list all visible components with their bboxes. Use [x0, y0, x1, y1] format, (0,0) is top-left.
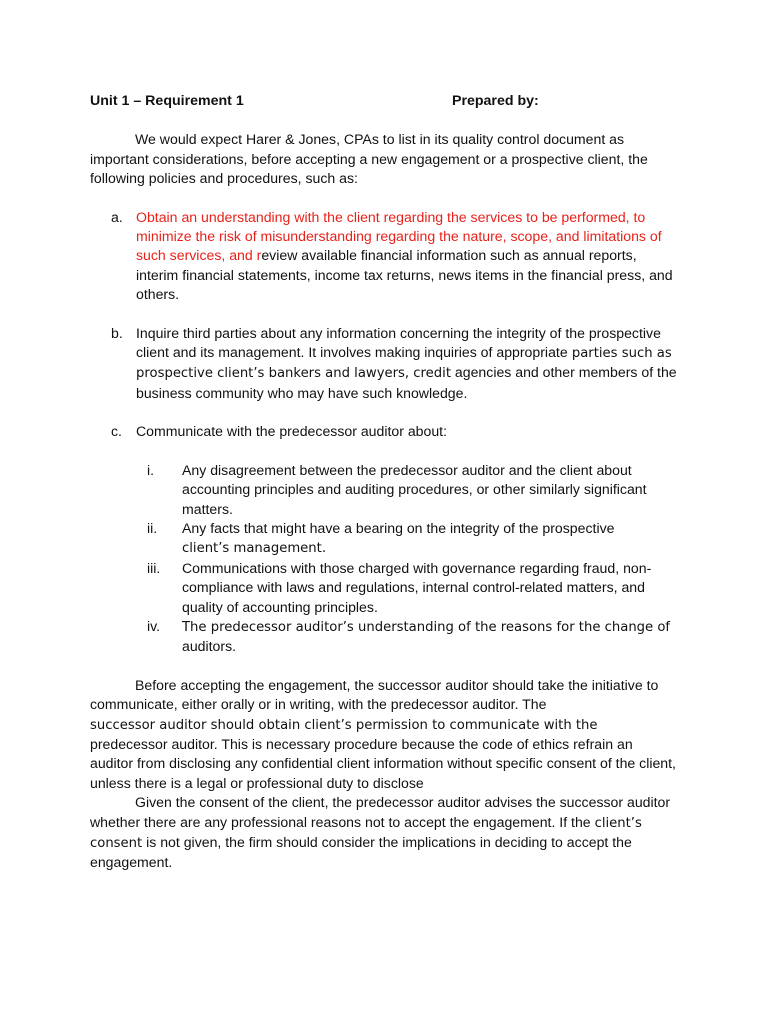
intro-paragraph: We would expect Harer & Jones, CPAs to list in its quality control document as important considerations, before accepting a new engagement or a prospective client, the following policies and procedures, such as:: [90, 131, 648, 187]
list-marker: i.: [147, 461, 155, 478]
closing-paragraph-1: [90, 676, 678, 793]
paragraph-text: predecessor auditor. This is necessary procedure because the code of ethics refrain an auditor from disclosing any confidential client information without specific consent of the client, unless there is a legal or professional duty to disclose: [90, 735, 676, 791]
list-item: [90, 422, 678, 656]
list-marker: b.: [111, 324, 123, 341]
list-item-text: [136, 324, 678, 404]
item-text: agencies and other members of the business community who may have such knowledge.: [136, 364, 677, 401]
item-text: The predecessor auditor’s understanding of the reasons for the change of: [182, 619, 671, 635]
paragraph-text: is not given, the firm should consider the implications in deciding to accept the engagement.: [90, 834, 632, 871]
list-item: [90, 324, 678, 404]
list-item-text: [136, 422, 678, 656]
sub-list-item: [136, 559, 678, 617]
paragraph-text: Before accepting the engagement, the successor auditor should take the initiative to communicate, either orally or in writing, with the predecessor auditor. The: [90, 676, 659, 713]
sub-list-item: [136, 519, 678, 559]
unit-title: Unit 1 – Requirement 1: [90, 93, 244, 109]
sub-list-item: [136, 461, 678, 519]
list-marker: iv.: [147, 617, 161, 634]
list-item-text: [136, 208, 678, 305]
document-header: [90, 92, 678, 111]
list-marker: a.: [111, 208, 123, 225]
paragraph-text: Given the consent of the client, the predecessor auditor advises the successor auditor whether there are any professional reasons not to accept the engagement. If the: [90, 794, 671, 830]
paragraph-text: successor auditor should obtain client’s permission to communicate with the: [90, 717, 598, 733]
sub-item-text: Communications with those charged with governance regarding fraud, non-compliance with laws and regulations, internal control-related matters, and quality of accounting principles.: [182, 559, 652, 615]
procedures-list: [90, 208, 678, 657]
list-marker: ii.: [147, 519, 158, 536]
sub-list: [136, 461, 678, 657]
prepared-by-label: Prepared by:: [452, 93, 539, 109]
item-text: Inquire third parties about any information concerning the integrity of the prospective client and its management. It involves making inquiries of appropriate: [136, 324, 661, 361]
list-marker: iii.: [147, 559, 161, 576]
paragraph-text: client’s consent: [90, 815, 642, 851]
list-item: [90, 208, 678, 305]
sub-item-text: [182, 519, 678, 559]
item-text: Communicate with the predecessor auditor about:: [136, 423, 448, 440]
sub-item-text: Any disagreement between the predecessor auditor and the client about accounting principles and auditing procedures, or other similarly significant matters.: [182, 461, 647, 517]
item-text: Any facts that might have a bearing on the integrity of the prospective: [182, 519, 615, 536]
item-text: eview available financial information such as annual reports, interim financial statements, income tax returns, news items in the financial press, and others.: [136, 247, 673, 303]
sub-list-item: [136, 617, 678, 657]
list-marker: c.: [111, 423, 122, 440]
closing-paragraph-2: [90, 793, 678, 873]
item-text: auditors.: [182, 638, 237, 655]
item-text: client’s management.: [182, 541, 327, 557]
sub-item-text: [182, 617, 678, 657]
item-text: parties such as prospective client’s bankers and lawyers, credit: [136, 346, 672, 382]
highlighted-text: Obtain an understanding with the client regarding the services to be performed, to minimize the risk of misunderstanding regarding the nature, scope, and limitations of such services, and r: [136, 208, 662, 264]
